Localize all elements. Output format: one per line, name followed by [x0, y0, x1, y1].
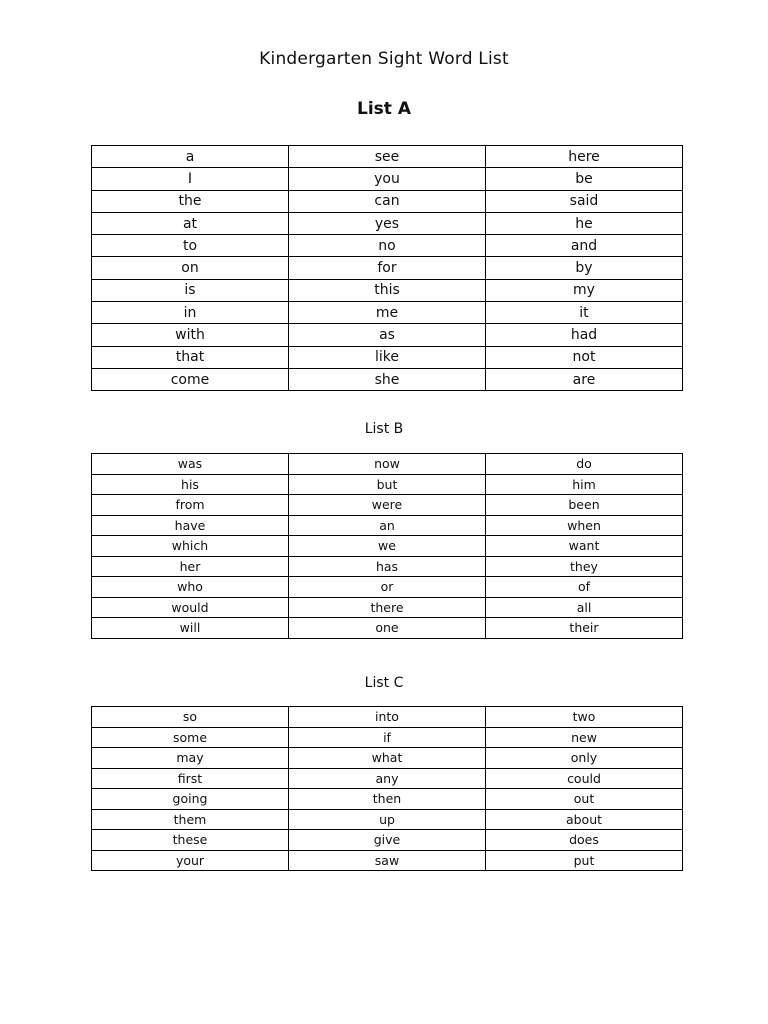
word-cell: any	[289, 768, 486, 789]
word-row	[92, 190, 683, 212]
word-row	[92, 556, 683, 577]
word-cell: the	[92, 190, 289, 212]
word-cell: are	[486, 368, 683, 390]
word-cell: and	[486, 235, 683, 257]
word-cell: here	[486, 146, 683, 168]
word-row	[92, 748, 683, 769]
word-cell: which	[92, 536, 289, 557]
word-row	[92, 850, 683, 871]
word-cell: all	[486, 597, 683, 618]
word-cell: or	[289, 577, 486, 598]
word-cell: that	[92, 346, 289, 368]
word-row	[92, 324, 683, 346]
word-cell: want	[486, 536, 683, 557]
word-cell: only	[486, 748, 683, 769]
word-cell: see	[289, 146, 486, 168]
word-row	[92, 577, 683, 598]
word-cell: put	[486, 850, 683, 871]
word-cell: we	[289, 536, 486, 557]
word-cell: so	[92, 707, 289, 728]
word-cell: do	[486, 454, 683, 475]
word-cell: about	[486, 809, 683, 830]
word-cell: were	[289, 495, 486, 516]
word-cell: you	[289, 168, 486, 190]
word-cell: first	[92, 768, 289, 789]
word-cell: they	[486, 556, 683, 577]
word-row	[92, 168, 683, 190]
word-cell: now	[289, 454, 486, 475]
word-cell: but	[289, 474, 486, 495]
list-a-table	[91, 145, 683, 391]
list-b-table	[91, 453, 683, 639]
word-cell: been	[486, 495, 683, 516]
word-cell: up	[289, 809, 486, 830]
word-cell: like	[289, 346, 486, 368]
word-cell: as	[289, 324, 486, 346]
word-cell: an	[289, 515, 486, 536]
word-cell: him	[486, 474, 683, 495]
word-cell: these	[92, 830, 289, 851]
word-cell: no	[289, 235, 486, 257]
word-cell: there	[289, 597, 486, 618]
word-cell: new	[486, 727, 683, 748]
word-cell: will	[92, 618, 289, 639]
word-cell: with	[92, 324, 289, 346]
word-row	[92, 474, 683, 495]
word-cell: for	[289, 257, 486, 279]
word-cell: by	[486, 257, 683, 279]
word-cell: can	[289, 190, 486, 212]
word-cell: when	[486, 515, 683, 536]
word-cell: me	[289, 302, 486, 324]
word-row	[92, 768, 683, 789]
list-b-title: List B	[364, 421, 404, 437]
list-a-title: List A	[357, 99, 411, 119]
word-row	[92, 727, 683, 748]
word-cell: yes	[289, 212, 486, 234]
word-cell: be	[486, 168, 683, 190]
word-cell: if	[289, 727, 486, 748]
word-row	[92, 368, 683, 390]
word-row	[92, 618, 683, 639]
word-row	[92, 302, 683, 324]
word-cell: my	[486, 279, 683, 301]
word-cell: would	[92, 597, 289, 618]
word-row	[92, 495, 683, 516]
word-cell: who	[92, 577, 289, 598]
word-cell: at	[92, 212, 289, 234]
word-cell: have	[92, 515, 289, 536]
word-row	[92, 346, 683, 368]
word-cell: from	[92, 495, 289, 516]
word-row	[92, 707, 683, 728]
word-cell: he	[486, 212, 683, 234]
word-cell: going	[92, 789, 289, 810]
word-row	[92, 789, 683, 810]
word-cell: to	[92, 235, 289, 257]
word-cell: his	[92, 474, 289, 495]
list-c-title: List C	[364, 675, 404, 691]
word-cell: your	[92, 850, 289, 871]
word-cell: could	[486, 768, 683, 789]
word-cell: on	[92, 257, 289, 279]
word-row	[92, 235, 683, 257]
list-c-table	[91, 706, 683, 871]
word-cell: one	[289, 618, 486, 639]
word-row	[92, 212, 683, 234]
word-row	[92, 597, 683, 618]
word-row	[92, 809, 683, 830]
word-cell: is	[92, 279, 289, 301]
word-cell: out	[486, 789, 683, 810]
word-cell: of	[486, 577, 683, 598]
word-cell: does	[486, 830, 683, 851]
word-row	[92, 146, 683, 168]
word-cell: what	[289, 748, 486, 769]
word-cell: this	[289, 279, 486, 301]
word-cell: said	[486, 190, 683, 212]
word-cell: them	[92, 809, 289, 830]
word-row	[92, 279, 683, 301]
word-row	[92, 515, 683, 536]
word-cell: it	[486, 302, 683, 324]
word-cell: I	[92, 168, 289, 190]
word-cell: then	[289, 789, 486, 810]
page-title: Kindergarten Sight Word List	[259, 49, 509, 69]
word-row	[92, 830, 683, 851]
word-row	[92, 257, 683, 279]
word-cell: has	[289, 556, 486, 577]
word-cell: her	[92, 556, 289, 577]
word-cell: come	[92, 368, 289, 390]
word-cell: give	[289, 830, 486, 851]
word-cell: two	[486, 707, 683, 728]
word-cell: into	[289, 707, 486, 728]
word-cell: may	[92, 748, 289, 769]
word-cell: not	[486, 346, 683, 368]
word-cell: in	[92, 302, 289, 324]
word-row	[92, 536, 683, 557]
word-cell: a	[92, 146, 289, 168]
word-cell: she	[289, 368, 486, 390]
word-cell: saw	[289, 850, 486, 871]
word-cell: was	[92, 454, 289, 475]
word-row	[92, 454, 683, 475]
word-cell: their	[486, 618, 683, 639]
word-cell: had	[486, 324, 683, 346]
word-cell: some	[92, 727, 289, 748]
